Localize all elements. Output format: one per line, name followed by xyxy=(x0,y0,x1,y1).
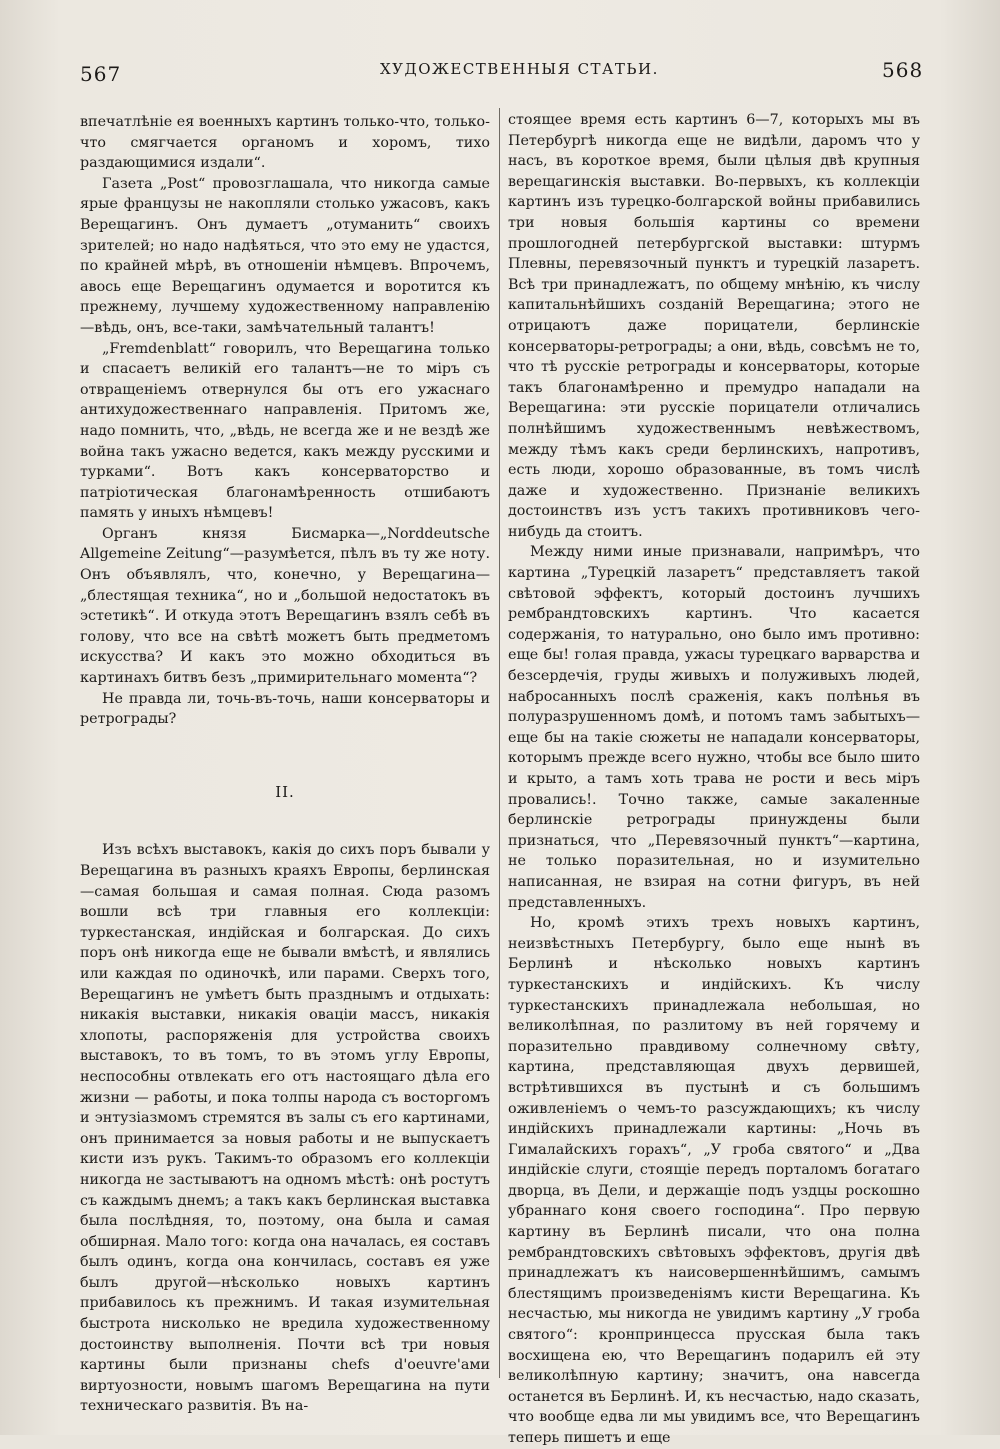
paragraph: Но, кромѣ этихъ трехъ новыхъ картинъ, неизвѣстныхъ Петербургу, было еще нынѣ въ Берлинѣ и нѣсколько новыхъ картинъ туркестанскихъ и индійскихъ. Къ числу туркестанскихъ принадлежала небольшая, но великолѣпная, по разлитому въ ней горячему и поразительно правдивому солнечному свѣту, картина, представляющая двухъ дервишей, встрѣтившихся въ пустынѣ и съ большимъ оживленіемъ о чемъ-то разсуждающихъ; къ числу индійскихъ принадлежали картины: „Ночь въ Гималайскихъ горахъ“, „У гроба святого“ и „Два индійскіе слуги, стоящіе передъ порталомъ богатаго дворца, въ Дели, и держащіе подъ уздцы роскошно убраннаго коня своего господина“. Про первую картину въ Берлинѣ писали, что она полна рембрандтовскихъ свѣтовыхъ эффектовъ, другія двѣ принадлежатъ къ наисовершеннѣйшимъ, самымъ блестящимъ произведеніямъ кисти Верещагина. Къ несчастью, мы никогда не увидимъ картину „У гроба святого“: кронпринцесса прусская была такъ восхищена ею, что Верещагинъ подарилъ ей эту великолѣпную картину; значитъ, она навсегда останется въ Берлинѣ. И, къ несчастью, надо сказать, что вообще едва ли мы увидимъ все, что Верещагинъ теперь пишетъ и еще xyxy=(508,915,920,1446)
paragraph: впечатлѣніе ея военныхъ картинъ только-что, только-что смягчается органомъ и хоромъ, тихо раздающимися издали“. xyxy=(80,114,490,172)
paragraph: Газета „Post“ провозглашала, что никогда самые ярые французы не накопляли столько ужасовъ, какъ Верещагинъ. Онъ думаетъ „отуманить“ своихъ зрителей; но надо надѣяться, что это ему не удастся, по крайней мѣрѣ, въ отношеніи нѣмцевъ. Впрочемъ, авось еще Верещагинъ одумается и воротится къ прежнему, лучшему художественному направленію—вѣдь, онъ, все-таки, замѣчательный талантъ! xyxy=(80,175,490,336)
paragraph: Между ними иные признавали, напримѣръ, что картина „Турецкій лазаретъ“ представляетъ такой свѣтовой эффектъ, который достоинъ лучшихъ рембрандтовскихъ картинъ. Что касается содержанія, то натурально, оно было имъ противно: еще бы! голая правда, ужасы турецкаго варварства и безсердечія, груды живыхъ и полуживыхъ людей, набросанныхъ послѣ сраженія, какъ полѣнья въ полуразрушенномъ домѣ, и потомъ тамъ забытыхъ—еще бы на такіе сюжеты не нападали консерваторы, которымъ прежде всего нужно, чтобы все было шито и крыто, а тамъ хоть трава не рости и весь міръ провались!. Точно также, самые закаленные берлинскіе ретрограды принуждены были признаться, что „Перевязочный пунктъ“—картина, не только поразительная, но и изумительно написанная, не взирая на сотни фигуръ, въ ней представленныхъ. xyxy=(508,544,920,911)
page-number-left: 567 xyxy=(80,62,122,86)
running-title: ХУДОЖЕСТВЕННЫЯ СТАТЬИ. xyxy=(380,60,659,78)
section-heading: II. xyxy=(275,782,295,801)
paragraph: стоящее время есть картинъ 6—7, которыхъ мы въ Петербургѣ никогда еще не видѣли, даромъ что у насъ, въ короткое время, были цѣлыя двѣ крупныя верещагинскія выставки. Во-первыхъ, къ коллекціи картинъ изъ турецко-болгарской войны прибавились три новыя большія картины со времени прошлогодней петербургской выставки: штурмъ Плевны, перевязочный пунктъ и турецкій лазаретъ. Всѣ три принадлежатъ, по общему мнѣнію, къ числу капитальнѣйшихъ созданій Верещагина; этого не отрицаютъ даже порицатели, берлинскіе консерваторы-ретрограды; а они, вѣдь, совсѣмъ не то, что тѣ русскіе ретрограды и консерваторы, которые такъ благонамѣренно и премудро нападали на Верещагина: эти русскіе порицатели отличались полнѣйшимъ художественнымъ невѣжествомъ, между тѣмъ какъ среди берлинскихъ, напротивъ, есть люди, хорошо образованные, въ томъ числѣ даже и художественно. Признаніе великихъ достоинствъ изъ устъ такихъ противниковъ чего-нибудь да стоитъ. xyxy=(508,112,920,540)
page-header xyxy=(0,58,1000,88)
paragraph: Органъ князя Бисмарка—„Norddeutsche Allgemeine Zeitung“—разумѣется, пѣлъ въ ту же ноту. Онъ объявлялъ, что, конечно, у Верещагина—„блестящая техника“, но и „большой недостатокъ въ эстетикѣ“. И откуда этотъ Верещагинъ взялъ себѣ въ голову, что все на свѣтѣ можетъ быть предметомъ искусства? И какъ это можно обходиться въ картинахъ битвъ безъ „примирительнаго момента“? xyxy=(80,525,490,687)
column-divider xyxy=(499,108,500,1378)
right-column xyxy=(508,110,920,1449)
paragraph: Не правда ли, точь-въ-точь, наши консерваторы и ретрограды? xyxy=(80,690,490,728)
paragraph: Изъ всѣхъ выставокъ, какія до сихъ поръ бывали у Верещагина въ разныхъ краяхъ Европы, берлинская—самая большая и самая полная. Сюда разомъ вошли всѣ три главныя его коллекціи: туркестанская, индійская и болгарская. До сихъ поръ онѣ никогда еще не бывали вмѣстѣ, и являлись или каждая по одиночкѣ, или парами. Сверхъ того, Верещагинъ не умѣетъ быть празднымъ и отдыхать: никакія выставки, никакія оваціи массъ, никакія хлопоты, распоряженія для устройства своихъ выставокъ, то въ томъ, то въ этомъ углу Европы, неспособны отвлекать его отъ настоящаго дѣла его жизни — работы, и пока толпы народа съ восторгомъ и энтузіазмомъ стремятся въ залы съ его картинами, онъ принимается за новыя работы и не выпускаетъ кисти изъ рукъ. Такимъ-то образомъ его коллекціи никогда не застываютъ на одномъ мѣстѣ: онѣ ростутъ съ каждымъ днемъ; а такъ какъ берлинская выставка была послѣдняя, то, поэтому, она была и самая обширная. Мало того: когда она началась, ея составъ былъ одинъ, когда она кончилась, составъ ея уже былъ другой—нѣсколько новыхъ картинъ прибавилось къ прежнимъ. И такая изумительная быстрота нисколько не вредила художественному достоинству выполненія. Почти всѣ три новыя картины были признаны chefs d'oeuvre'ами виртуозности, новымъ шагомъ Верещагина на пути техническаго развитія. Въ на- xyxy=(80,842,490,1415)
page-number-right: 568 xyxy=(882,58,924,82)
left-column xyxy=(80,112,490,1417)
paragraph: „Fremdenblatt“ говорилъ, что Верещагина только и спасаетъ великій его талантъ—не то міръ съ отвращеніемъ отвернулся бы отъ его ужаснаго антихудожественнаго направленія. Притомъ же, надо помнить, что, „вѣдь, не всегда же и не вездѣ же война такъ ужасно ведется, какъ между русскими и турками“. Вотъ какъ консерваторство и патріотическая благонамѣренность отшибаютъ память у иныхъ нѣмцевъ! xyxy=(80,340,490,522)
